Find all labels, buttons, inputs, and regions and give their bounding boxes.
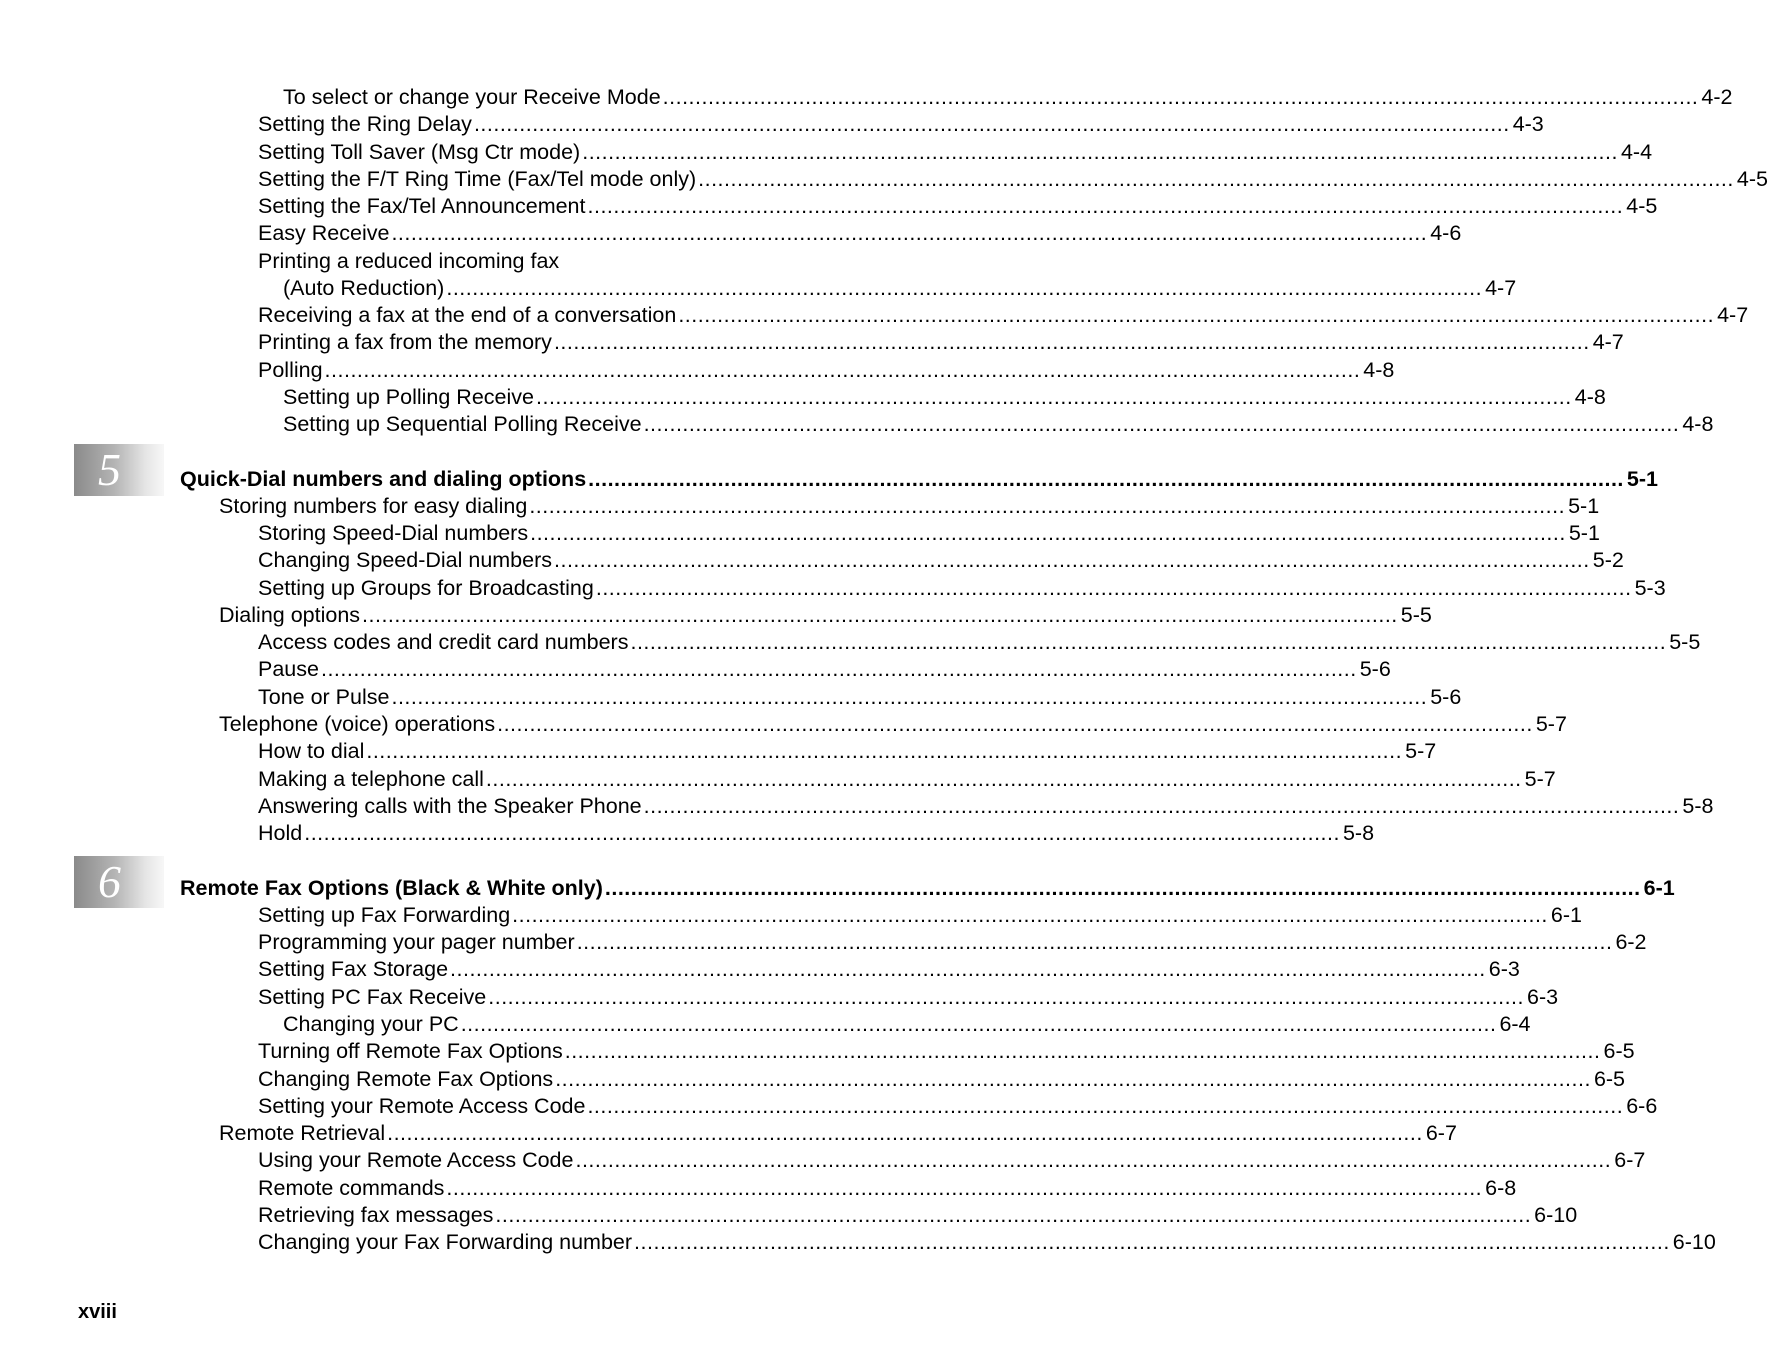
toc-entry-title: Receiving a fax at the end of a conversation: [258, 303, 677, 327]
toc-entry-page: 6-10: [1534, 1203, 1578, 1227]
toc-entry: [258, 519, 1600, 547]
toc-entry-title: Printing a fax from the memory: [258, 330, 552, 354]
toc-entry-title: Using your Remote Access Code: [258, 1148, 574, 1172]
toc-entry-page: 5-3: [1634, 576, 1666, 600]
dot-leader: ................................................................................................................................................................: [587, 194, 1624, 218]
dot-leader: ................................................................................................................................................................: [698, 167, 1734, 191]
toc-entry-title: Changing your PC: [283, 1012, 459, 1036]
toc-entry-title: Setting up Sequential Polling Receive: [283, 412, 642, 436]
toc-entry-title: Remote commands: [258, 1176, 445, 1200]
dot-leader: ................................................................................................................................................................: [604, 876, 1641, 900]
toc-entry-page: 4-8: [1682, 412, 1714, 436]
dot-leader: ................................................................................................................................................................: [575, 1148, 1612, 1172]
toc-entry-page: 5-1: [1568, 494, 1600, 518]
toc-entry-page: 4-7: [1717, 303, 1749, 327]
toc-entry-page: 5-6: [1430, 685, 1462, 709]
toc-entry-page: 4-3: [1512, 112, 1544, 136]
toc-entry-page: 6-7: [1614, 1148, 1646, 1172]
toc-entry-title: Hold: [258, 821, 303, 845]
toc-entry-title: Dialing options: [219, 603, 361, 627]
toc-entry-page: 6-7: [1425, 1121, 1457, 1145]
toc-entry-title: (Auto Reduction): [283, 276, 445, 300]
dot-leader: ................................................................................................................................................................: [362, 603, 1398, 627]
toc-entry: [258, 901, 1582, 929]
toc-entry-page: 5-5: [1400, 603, 1432, 627]
toc-entry: [283, 410, 1714, 438]
dot-leader: ................................................................................................................................................................: [304, 821, 1340, 845]
toc-entry-page: 4-7: [1485, 276, 1517, 300]
toc-entry-title: To select or change your Receive Mode: [283, 85, 661, 109]
toc-entry-page: 5-1: [1568, 521, 1600, 545]
toc-entry: [258, 219, 1462, 247]
toc-entry-title: Setting Fax Storage: [258, 957, 449, 981]
toc-entry-page: 4-5: [1626, 194, 1658, 218]
toc-entry: [283, 274, 1517, 302]
toc-entry-page: 5-8: [1682, 794, 1714, 818]
toc-entry-title: Setting the Fax/Tel Announcement: [258, 194, 586, 218]
toc-entry-title: Access codes and credit card numbers: [258, 630, 629, 654]
dot-leader: ................................................................................................................................................................: [488, 985, 1524, 1009]
dot-leader: ................................................................................................................................................................: [662, 85, 1699, 109]
toc-entry: [258, 1174, 1517, 1202]
toc-entry-title: Storing numbers for easy dialing: [219, 494, 528, 518]
dot-leader: ................................................................................................................................................................: [587, 1094, 1624, 1118]
dot-leader: ................................................................................................................................................................: [529, 494, 1566, 518]
toc-entry: [258, 138, 1653, 166]
toc-entry-title: Polling: [258, 358, 323, 382]
toc-entry: [258, 1201, 1578, 1229]
toc-entry: [258, 928, 1647, 956]
toc-entry-title: Retrieving fax messages: [258, 1203, 494, 1227]
dot-leader: ................................................................................................................................................................: [450, 957, 1486, 981]
dot-leader: ................................................................................................................................................................: [485, 767, 1522, 791]
toc-entry-title: Changing your Fax Forwarding number: [258, 1230, 633, 1254]
toc-entry-page: 4-5: [1736, 167, 1768, 191]
toc-entry-page: 6-5: [1593, 1067, 1626, 1091]
toc-entry: [258, 628, 1701, 656]
dot-leader: ................................................................................................................................................................: [536, 385, 1572, 409]
dot-leader: ................................................................................................................................................................: [630, 630, 1667, 654]
toc-entry-title: Remote Fax Options (Black & White only): [180, 876, 603, 900]
dot-leader: ................................................................................................................................................................: [643, 412, 1680, 436]
toc-entry-page: 6-10: [1672, 1230, 1716, 1254]
dot-leader: ................................................................................................................................................................: [512, 903, 1548, 927]
page-number-footer: xviii: [78, 1301, 117, 1323]
toc-entry: [258, 792, 1714, 820]
toc-entry-page: 5-7: [1524, 767, 1556, 791]
dot-leader: ................................................................................................................................................................: [391, 685, 1428, 709]
toc-entry-title: Setting the Ring Delay: [258, 112, 472, 136]
toc-entry: [258, 1037, 1635, 1065]
toc-entry-title: Remote Retrieval: [219, 1121, 386, 1145]
toc-entry-title: How to dial: [258, 739, 365, 763]
chapter-number: 5: [98, 444, 121, 495]
dot-leader: ................................................................................................................................................................: [495, 1203, 1532, 1227]
toc-entry: [219, 601, 1432, 629]
dot-leader: ................................................................................................................................................................: [446, 276, 1483, 300]
toc-entry-title: Programming your pager number: [258, 930, 575, 954]
toc-entry-title: Setting PC Fax Receive: [258, 985, 487, 1009]
toc-entry: [258, 1092, 1658, 1120]
toc-entry-page: 5-8: [1342, 821, 1375, 845]
toc-entry-title: Answering calls with the Speaker Phone: [258, 794, 642, 818]
toc-entry-title: Pause: [258, 657, 319, 681]
toc-entry-page: 6-8: [1485, 1176, 1517, 1200]
toc-entry: [283, 1010, 1531, 1038]
toc-entry-title: Printing a reduced incoming fax: [258, 249, 560, 273]
toc-entry-title: Setting Toll Saver (Msg Ctr mode): [258, 140, 581, 164]
toc-entry: [258, 110, 1544, 138]
toc-entry-page: 4-7: [1592, 330, 1624, 354]
toc-entry: [219, 710, 1567, 738]
dot-leader: ................................................................................................................................................................: [530, 521, 1566, 545]
toc-entry-title: Changing Remote Fax Options: [258, 1067, 554, 1091]
toc-entry-title: Setting the F/T Ring Time (Fax/Tel mode only): [258, 167, 697, 191]
toc-entry: [180, 874, 1675, 902]
toc-entry-page: 5-6: [1359, 657, 1391, 681]
toc-entry-page: 4-4: [1620, 140, 1653, 164]
dot-leader: ................................................................................................................................................................: [446, 1176, 1483, 1200]
dot-leader: ................................................................................................................................................................: [460, 1012, 1497, 1036]
toc-entry: [258, 819, 1375, 847]
toc-entry: [258, 983, 1559, 1011]
dot-leader: ................................................................................................................................................................: [473, 112, 1510, 136]
dot-leader: ................................................................................................................................................................: [324, 358, 1361, 382]
chapter-number: 6: [98, 856, 121, 907]
toc-entry-page: 6-6: [1626, 1094, 1658, 1118]
toc-entry: [258, 192, 1658, 220]
toc-entry-title: Changing Speed-Dial numbers: [258, 548, 553, 572]
chapter-tab-5: [74, 444, 164, 496]
toc-entry-page: 6-2: [1615, 930, 1647, 954]
dot-leader: ................................................................................................................................................................: [553, 330, 1590, 354]
toc-entry-title: Telephone (voice) operations: [219, 712, 496, 736]
toc-entry: [258, 683, 1462, 711]
dot-leader: ................................................................................................................................................................: [678, 303, 1715, 327]
toc-entry-page: 4-2: [1701, 85, 1733, 109]
toc-entry-page: 4-8: [1574, 385, 1606, 409]
toc-entry-page: 6-1: [1550, 903, 1582, 927]
toc-entry-page: 4-8: [1363, 358, 1395, 382]
toc-entry-page: 5-7: [1405, 739, 1437, 763]
toc-entry-title: Setting up Polling Receive: [283, 385, 534, 409]
toc-entry: [258, 247, 823, 275]
toc-entry-page: 5-7: [1535, 712, 1567, 736]
toc-entry-page: 6-4: [1499, 1012, 1531, 1036]
dot-leader: ................................................................................................................................................................: [595, 576, 1632, 600]
toc-entry-title: Setting up Groups for Broadcasting: [258, 576, 594, 600]
toc-entry: [180, 465, 1658, 493]
dot-leader: ................................................................................................................................................................: [555, 1067, 1591, 1091]
dot-leader: ................................................................................................................................................................: [576, 930, 1613, 954]
toc-entry-page: 5-1: [1626, 467, 1658, 491]
toc-entry-title: Setting your Remote Access Code: [258, 1094, 586, 1118]
toc-entry-title: Tone or Pulse: [258, 685, 390, 709]
dot-leader: ................................................................................................................................................................: [634, 1230, 1670, 1254]
toc-entry: [258, 765, 1556, 793]
toc-entry-title: Storing Speed-Dial numbers: [258, 521, 529, 545]
toc-entry: [219, 492, 1600, 520]
toc-entry: [258, 737, 1437, 765]
dot-leader: ................................................................................................................................................................: [582, 140, 1618, 164]
dot-leader: ................................................................................................................................................................: [391, 221, 1428, 245]
toc-entry: [258, 165, 1768, 193]
toc-entry: [219, 1119, 1457, 1147]
toc-entry: [258, 328, 1624, 356]
toc-entry: [258, 356, 1395, 384]
dot-leader: ................................................................................................................................................................: [588, 467, 1624, 491]
toc-entry: [258, 1228, 1716, 1256]
chapter-tab-6: [74, 856, 164, 908]
toc-entry-page: 6-3: [1488, 957, 1520, 981]
dot-leader: ................................................................................................................................................................: [643, 794, 1680, 818]
toc-entry-title: Turning off Remote Fax Options: [258, 1039, 563, 1063]
toc-entry-page: 5-2: [1592, 548, 1624, 572]
toc-entry: [258, 955, 1520, 983]
toc-entry: [283, 383, 1606, 411]
toc-entry-title: Making a telephone call: [258, 767, 484, 791]
toc-entry-page: 6-5: [1603, 1039, 1635, 1063]
toc-entry: [258, 655, 1391, 683]
toc-entry: [258, 1146, 1646, 1174]
toc-entry: [258, 574, 1666, 602]
dot-leader: ................................................................................................................................................................: [366, 739, 1403, 763]
toc-entry: [258, 301, 1749, 329]
dot-leader: ................................................................................................................................................................: [554, 548, 1590, 572]
toc-entry-page: 6-3: [1527, 985, 1559, 1009]
toc-entry-page: 4-6: [1430, 221, 1462, 245]
dot-leader: ................................................................................................................................................................: [320, 657, 1357, 681]
toc-entry-title: Quick-Dial numbers and dialing options: [180, 467, 587, 491]
toc-entry-page: 6-1: [1643, 876, 1675, 900]
dot-leader: ................................................................................................................................................................: [497, 712, 1533, 736]
toc-entry: [283, 83, 1733, 111]
toc-entry: [258, 546, 1624, 574]
toc-entry-page: 5-5: [1669, 630, 1701, 654]
toc-entry-title: Easy Receive: [258, 221, 390, 245]
dot-leader: ................................................................................................................................................................: [564, 1039, 1601, 1063]
dot-leader: ................................................................................................................................................................: [387, 1121, 1423, 1145]
toc-entry: [258, 1065, 1626, 1093]
toc-entry-title: Setting up Fax Forwarding: [258, 903, 511, 927]
